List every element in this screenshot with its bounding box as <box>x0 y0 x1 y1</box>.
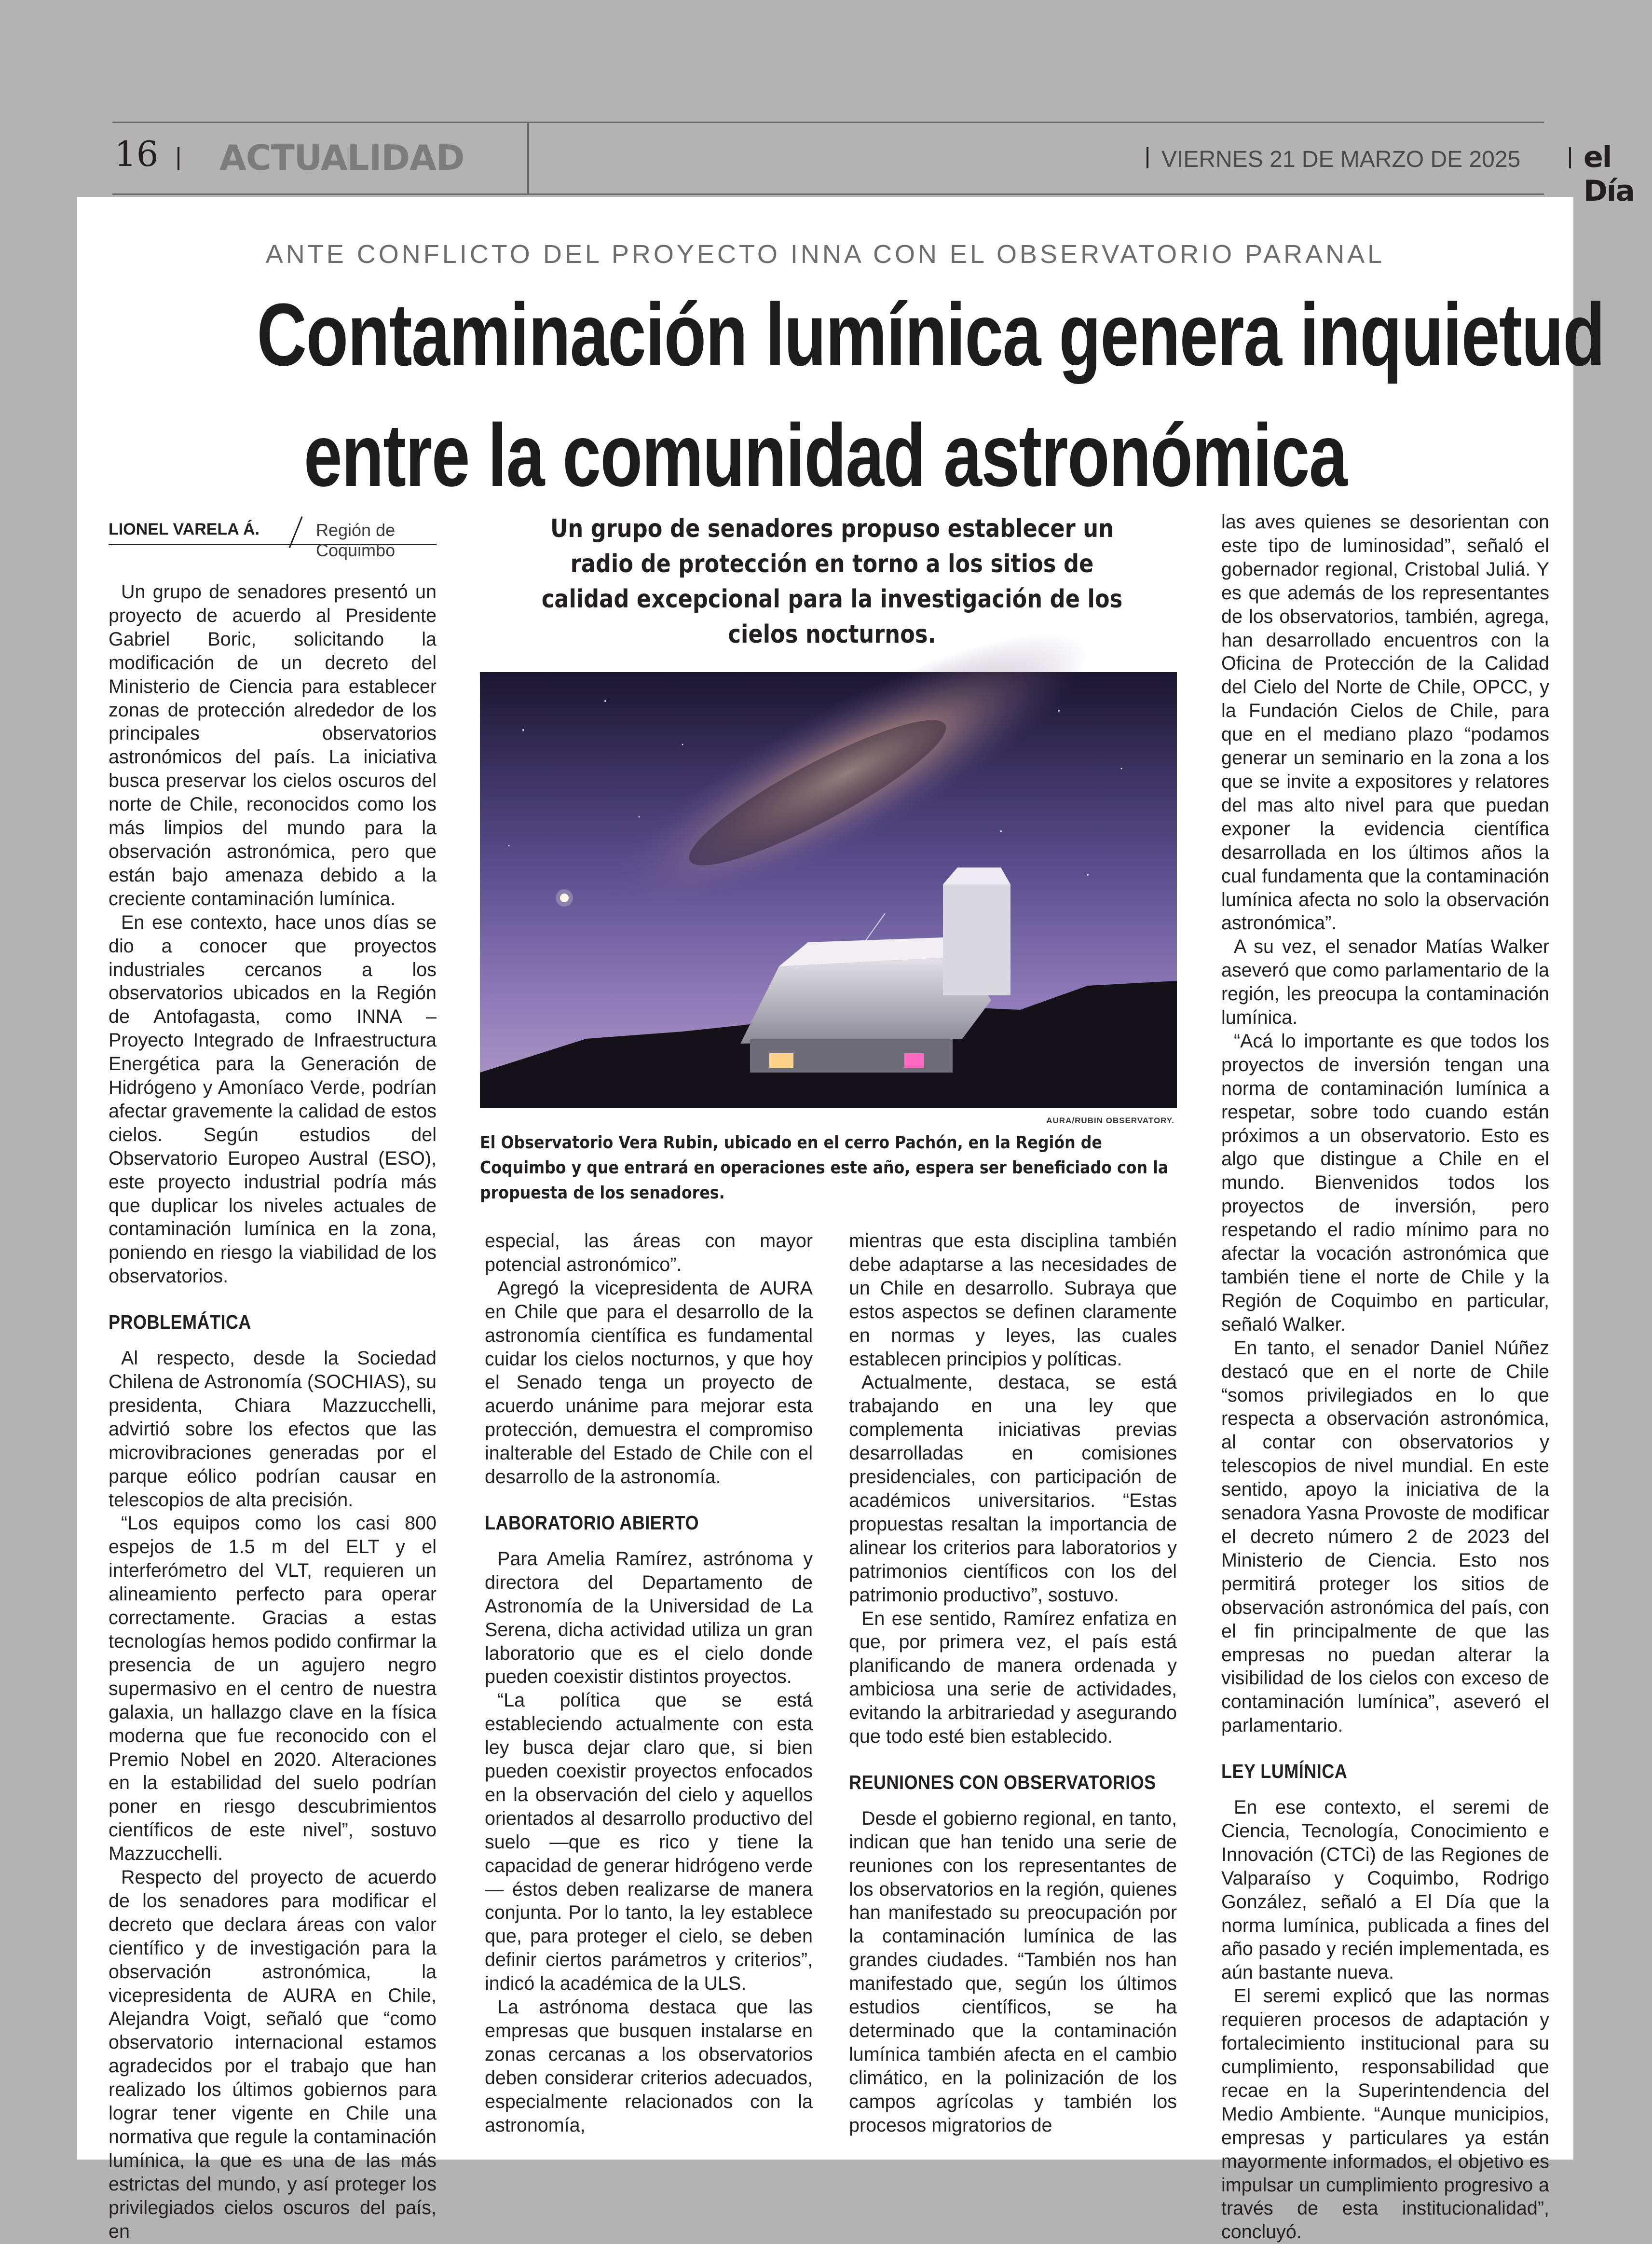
article-kicker: ANTE CONFLICTO DEL PROYECTO INNA CON EL OBSERVATORIO PARANAL <box>265 240 1385 269</box>
paragraph: Desde el gobierno regional, en tanto, indican que han tenido una serie de reuniones con los representantes de los observatorios en la región, quienes han manifestado su preocupación por la contaminación lumínica de las grandes ciudades. “También nos han manifestado que, según los últimos estudios científicos, se ha determinado que la contaminación lumínica también afecta en el cambio climático, en la polinización de los campos agrícolas y también los procesos migratorios de <box>849 1807 1177 2136</box>
section-title: ACTUALIDAD <box>219 138 464 178</box>
paragraph: “Los equipos como los casi 800 espejos de 1.5 m del ELT y el interferómetro del VLT, requieren un alineamiento perfecto para operar correctamente. Gracias a estas tecnologías hemos podido confirmar la presencia de un agujero negro supermasivo en el centro de nuestra galaxia, un hallazgo clave en la física moderna que fue reconocido con el Premio Nobel en 2020. Alteraciones en la estabilidad del suelo podrían poner en riesgo descubrimientos científicos de este nivel”, sostuvo Mazzucchelli. <box>109 1513 437 1865</box>
column-3 <box>849 1229 1177 2137</box>
photo-caption: El Observatorio Vera Rubin, ubicado en el cerro Pachón, en la Región de Coquimbo y que entrará en operaciones este año, espera ser beneficiado con la propuesta de los senadores. <box>480 1133 1169 1203</box>
subheading: PROBLEMÁTICA <box>109 1311 251 1334</box>
article-page <box>77 197 1605 2243</box>
photo-credit: AURA/RUBIN OBSERVATORY. <box>1046 1116 1174 1125</box>
page-header <box>112 122 1634 208</box>
paragraph: En tanto, el senador Daniel Núñez destacó que en el norte de Chile “somos privilegiados en lo que respecta a observación astronómica, al contar con observatorios y telescopios de nivel mundial. En este sentido, apoyo la iniciativa de la senadora Yasna Provoste de modificar el decreto número 2 de 2023 del Ministerio de Ciencia. Esto nos permitirá proteger los sitios de observación astronómica del país, con el fin principalmente de que las empresas no puedan alterar la visibilidad de los cielos con exceso de contaminación lumínica”, aseveró el parlamentario. <box>1221 1337 1549 1736</box>
paragraph: “Acá lo importante es que todos los proyectos de inversión tengan una norma de contaminación lumínica a respetar, sobre todo cuando están próximos a un observatorio. Esto es algo que distingue a Chile en el mundo. Bienvenidos todos los proyectos de inversión, pero respetando el radio mínimo para no afectar la vocación astronómica que también tiene el norte de Chile y la Región de Coquimbo en particular, señaló Walker. <box>1221 1030 1549 1335</box>
byline-slash <box>289 516 303 548</box>
paragraph: En ese contexto, hace unos días se dio a conocer que proyectos industriales cercanos a los observatorios ubicados en la Región de Antofagasta, como INNA – Proyecto Integrado de Infraestructura Energética para la Generación de Hidrógeno y Amoníaco Verde, podrían afectar gravemente la calidad de estos cielos. Según estudios del Observatorio Europeo Austral (ESO), este proyecto industrial podría más que duplicar los niveles actuales de contaminación lumínica en la zona, poniendo en riesgo la viabilidad de los observatorios. <box>109 911 437 1287</box>
subheading: LEY LUMÍNICA <box>1221 1760 1348 1783</box>
paragraph: especial, las áreas con mayor potencial astronómico”. <box>485 1230 813 1275</box>
byline <box>109 516 437 560</box>
headline-line: entre la comunidad astronómica <box>303 405 1347 505</box>
subheading: LABORATORIO ABIERTO <box>485 1511 699 1534</box>
paragraph: En ese contexto, el seremi de Ciencia, Tecnología, Conocimiento e Innovación (CTCi) de las Regiones de Valparaíso y Coquimbo, Rodrigo González, señaló a El Día que la norma lumínica, publicada a fines del año pasado y recién implementada, es aún bastante nueva. <box>1221 1797 1549 1983</box>
column-4 <box>1221 510 1549 2244</box>
paragraph: las aves quienes se desorientan con este tipo de luminosidad”, señaló el gobernador regional, Cristobal Juliá. Y es que además de los representantes de los observatorios, también, agrega, han desarrollado encuentros con la Oficina de Protección de la Calidad del Cielo del Norte de Chile, OPCC, y la Fundación Cielos de Chile, para que en el mediano plazo “podamos generar un seminario en la zona a los que se invite a expositores y relatores del mas alto nivel para que puedan exponer la evidencia científica desarrollada en los últimos años la cual fundamenta que la contaminación lumínica afecta no solo la observación astronómica”. <box>1221 511 1549 934</box>
subheading: REUNIONES CON OBSERVATORIOS <box>849 1771 1156 1793</box>
paragraph: Un grupo de senadores presentó un proyecto de acuerdo al Presidente Gabriel Boric, solicitando la modificación de un decreto del Ministerio de Ciencia para establecer zonas de protección alrededor de los principales observatorios astronómicos del país. La iniciativa busca preservar los cielos oscuros del norte de Chile, reconocidos como los más limpios del mundo para la observación astronómica, pero que están bajo amenaza debido a la creciente contaminación lumínica. <box>109 581 437 909</box>
author-name: LIONEL VARELA Á. <box>109 520 259 538</box>
paragraph: A su vez, el senador Matías Walker aseveró que como parlamentario de la región, les preocupa la contaminación lumínica. <box>1221 936 1549 1029</box>
paragraph: Agregó la vicepresidenta de AURA en Chile que para el desarrollo de la astronomía científica es fundamental cuidar los cielos nocturnos, y que hoy el Senado tenga un proyecto de acuerdo unánime para mejorar esta protección, demuestra el compromiso inalterable del Estado de Chile con el desarrollo de la astronomía. <box>485 1277 813 1488</box>
separator <box>1569 147 1571 168</box>
page-number: 16 <box>114 134 159 174</box>
column-2 <box>485 1229 813 2137</box>
article-lede: Un grupo de senadores propuso establecer un radio de protección en torno a los sitios de calidad excepcional para la investigación de los cielos nocturnos. <box>541 514 1123 649</box>
paragraph: Para Amelia Ramírez, astrónoma y directora del Departamento de Astronomía de la Universidad de La Serena, dicha actividad utiliza un gran laboratorio que es el cielo donde pueden coexistir distintos proyectos. <box>485 1548 813 1688</box>
paragraph: Al respecto, desde la Sociedad Chilena de Astronomía (SOCHIAS), su presidenta, Chiara Mazzucchelli, advirtió sobre los efectos que las microvibraciones generadas por el parque eólico podrían causar en telescopios de alta precisión. <box>109 1348 437 1511</box>
paragraph: Actualmente, destaca, se está trabajando en una ley que complementa iniciativas previas desarrolladas en comisiones presidenciales, con participación de académicos universitarios. “Estas propuestas resaltan la importancia de alinear los criterios para laboratorios y patrimonios científicos con los del patrimonio productivo”, sostuvo. <box>849 1372 1177 1606</box>
paragraph: “La política que se está estableciendo actualmente con esta ley busca dejar claro que, si bien pueden coexistir proyectos enfocados en la observación del cielo y aquellos orientados al desarrollo productivo del suelo —que es rico y tiene la capacidad de generar hidrógeno verde— éstos deben realizarse de manera conjunta. Por lo tanto, la ley establece que, para proteger el cielo, se deben definir ciertos parámetros y criterios”, indicó la académica de la ULS. <box>485 1690 813 1995</box>
headline-line: Contaminación lumínica genera inquietud <box>257 285 1605 384</box>
separator <box>177 147 179 170</box>
paragraph: La astrónoma destaca que las empresas que busquen instalarse en zonas cercanas a los observatorios deben considerar criterios adecuados, especialmente relacionados con la astronomía, <box>485 1996 813 2136</box>
region-label: Región de Coquimbo <box>316 520 396 560</box>
observatory-photo <box>480 672 1177 1108</box>
paragraph: Respecto del proyecto de acuerdo de los senadores para modificar el decreto que declara áreas con valor científico y de investigación para la observación astronómica, la vicepresidenta de AURA en Chile, Alejandra Voigt, señaló que “como observatorio internacional estamos agradecidos por el trabajo que han realizado los últimos gobiernos para lograr tener vigente en Chile una normativa que regule la contaminación lumínica, la que es una de las más estrictas del mundo, y así proteger los privilegiados cielos oscuros del país, en <box>109 1867 437 2242</box>
night-sky-observatory-image <box>480 672 1177 1108</box>
header-divider <box>527 123 529 194</box>
newspaper-logo: el Día <box>1584 140 1634 208</box>
separator <box>1147 147 1148 168</box>
paragraph: El seremi explicó que las normas requieren procesos de adaptación y fortalecimiento institucional para su cumplimiento, responsabilidad que recae en la Superintendencia del Medio Ambiente. “Aunque municipios, empresas y particulares ya están mayormente informados, el objetivo es impulsar un cumplimiento progresivo a través de esta institucionalidad”, concluyó. <box>1221 1985 1549 2243</box>
paragraph: En ese sentido, Ramírez enfatiza en que, por primera vez, el país está planificando de manera ordenada y ambiciosa una serie de actividades, evitando la arbitrariedad y asegurando que todo esté bien establecido. <box>849 1608 1177 1748</box>
paragraph: mientras que esta disciplina también debe adaptarse a las necesidades de un Chile en desarrollo. Subraya que estos aspectos se definen claramente en normas y leyes, las cuales establecen principios y políticas. <box>849 1230 1177 1370</box>
column-1 <box>109 580 437 2244</box>
article-headline <box>257 274 1605 515</box>
issue-date: VIERNES 21 DE MARZO DE 2025 <box>1161 147 1521 172</box>
